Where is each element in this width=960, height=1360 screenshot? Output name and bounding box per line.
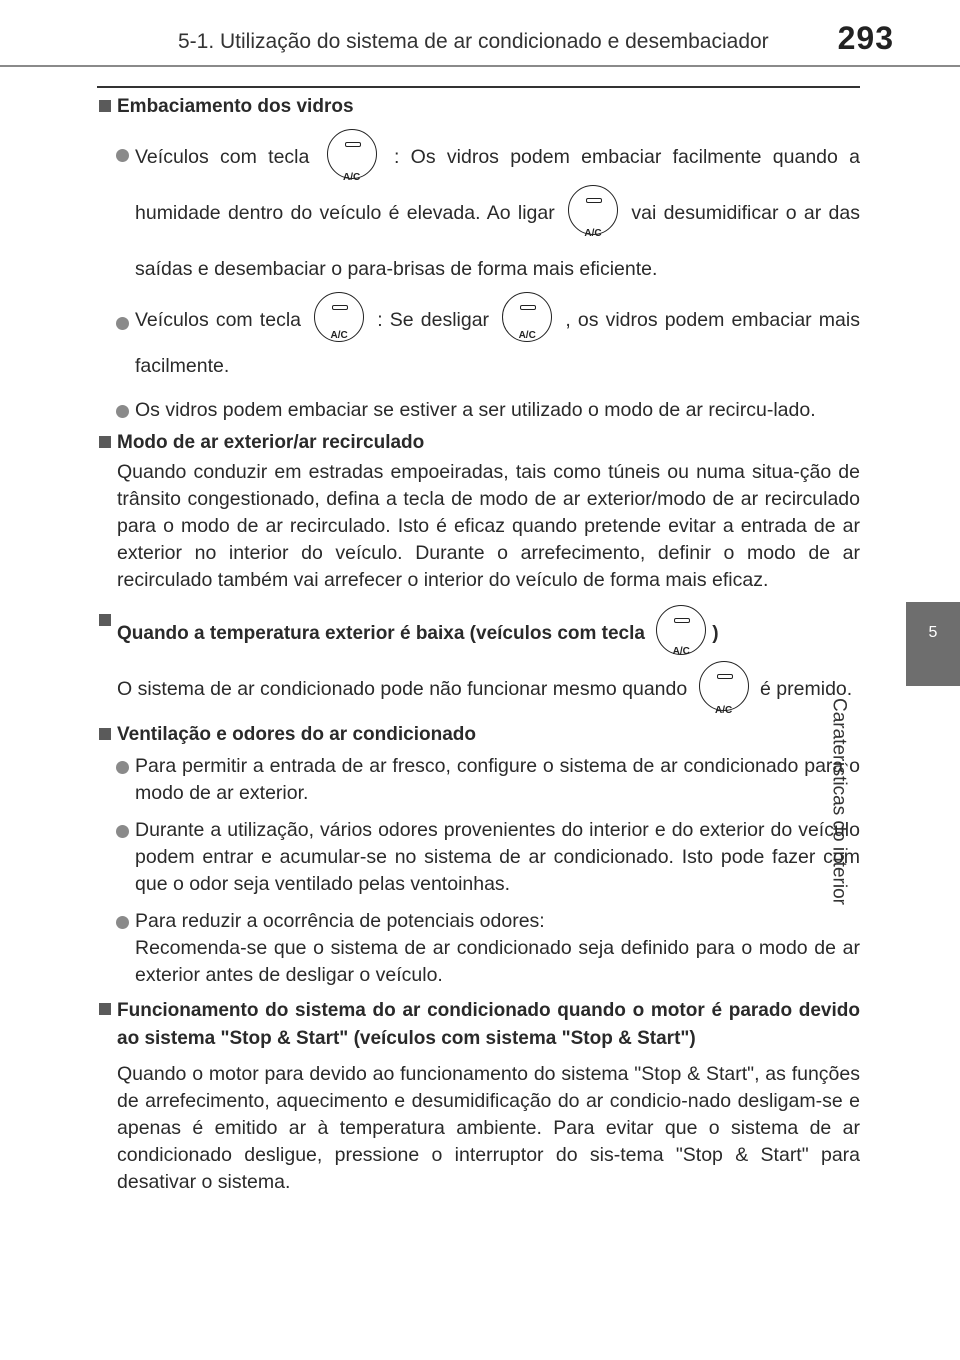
text-run: é premido. bbox=[760, 678, 853, 700]
ac-key-label: A/C bbox=[330, 329, 348, 341]
chapter-side-label bbox=[828, 698, 952, 928]
section-fogging bbox=[97, 94, 860, 424]
ac-button-icon bbox=[314, 292, 364, 342]
ac-button-icon bbox=[568, 185, 618, 239]
ac-key-label: A/C bbox=[672, 645, 690, 657]
text-run: , os vidros podem embaciar mais facilmente. bbox=[135, 309, 860, 377]
bullet-item: Durante a utilização, vários odores provenientes do interior e do exterior do veículo podem entrar e acumular-se no sistema de ar condicionado. Isto pode fazer com que o odor seja ventilado pelas ventoinhas. bbox=[97, 817, 860, 898]
section-heading: Embaciamento dos vidros bbox=[97, 94, 860, 119]
ac-key-label: A/C bbox=[715, 704, 733, 716]
section-stop-start bbox=[97, 997, 860, 1196]
section-heading bbox=[97, 608, 860, 660]
ac-button-icon bbox=[327, 129, 377, 183]
section-header: 5-1. Utilização do sistema de ar condicionado e desembaciador bbox=[178, 30, 769, 53]
ac-button-icon bbox=[656, 605, 706, 655]
page-content bbox=[97, 92, 860, 1196]
bullet-item bbox=[97, 129, 860, 297]
chapter-tab-number: 5 bbox=[928, 624, 938, 641]
ac-key-label: A/C bbox=[343, 171, 361, 183]
chapter-label-text: Caraterísticas do interior bbox=[828, 698, 850, 905]
chapter-tab bbox=[906, 602, 960, 686]
ac-button-icon bbox=[699, 661, 749, 716]
content-top-rule bbox=[97, 86, 860, 88]
section-paragraph bbox=[97, 660, 860, 718]
ac-key-label: A/C bbox=[584, 227, 602, 239]
bullet-item bbox=[97, 908, 860, 989]
page-number: 293 bbox=[837, 20, 894, 56]
text-run: O sistema de ar condicionado pode não funcionar mesmo quando bbox=[117, 678, 688, 700]
heading-text: Quando a temperatura exterior é baixa (veículos com tecla bbox=[117, 623, 645, 644]
section-paragraph: Quando conduzir em estradas empoeiradas, tais como túneis ou numa situa-ção de trânsito congestionado, defina a tecla de modo de ar exterior/modo de ar recirculado para o modo de ar recirculado. Isto é eficaz quando pretende evitar a entrada de ar exterior no interior do veículo. Durante o arrefecimento, definir o modo de ar recirculado também vai arrefecer o interior do veículo de forma mais eficaz. bbox=[117, 461, 860, 591]
section-heading: Modo de ar exterior/ar recirculado bbox=[97, 430, 860, 455]
section-low-temperature bbox=[97, 608, 860, 718]
section-heading: Ventilação e odores do ar condicionado bbox=[97, 722, 860, 747]
text-run: : Os vidros podem embaciar facilmente quando a humidade dentro do veículo é elevada. Ao ligar bbox=[135, 146, 861, 224]
bullet-item: Os vidros podem embaciar se estiver a ser utilizado o modo de ar recircu-lado. bbox=[97, 397, 860, 424]
bullet-item: Para permitir a entrada de ar fresco, configure o sistema de ar condicionado para o modo de ar exterior. bbox=[97, 753, 860, 807]
text-run: Veículos com tecla bbox=[135, 146, 310, 168]
heading-text: ) bbox=[712, 623, 719, 644]
bullet-item bbox=[97, 297, 860, 389]
text-line: Recomenda-se que o sistema de ar condicionado seja definido para o modo de ar exterior antes de desligar o veículo. bbox=[135, 937, 860, 986]
ac-button-icon bbox=[502, 292, 552, 342]
header-divider bbox=[0, 65, 960, 67]
text-run: Veículos com tecla bbox=[135, 309, 301, 331]
section-air-mode bbox=[97, 430, 860, 594]
ac-key-label: A/C bbox=[518, 329, 536, 341]
text-run: : Se desligar bbox=[377, 309, 490, 331]
section-heading: Funcionamento do sistema do ar condicionado quando o motor é parado devido ao sistema "Stop & Start" (veículos com sistema "Stop & Start") bbox=[97, 997, 860, 1053]
section-paragraph: Quando o motor para devido ao funcionamento do sistema "Stop & Start", as funções de arrefecimento, aquecimento e desumidificação do ar condicio-nado desligam-se e apenas é emitido ar à temperatura ambiente. Para evitar que o sistema de ar condicionado desligue, pressione o interruptor do sis-tema "Stop & Start" para desativar o sistema. bbox=[117, 1063, 860, 1193]
section-ventilation-odors bbox=[97, 722, 860, 989]
text-line: Para reduzir a ocorrência de potenciais odores: bbox=[135, 910, 545, 932]
text-run: vai desumidificar o ar das saídas e desembaciar o para-brisas de forma mais eficiente. bbox=[135, 202, 861, 280]
